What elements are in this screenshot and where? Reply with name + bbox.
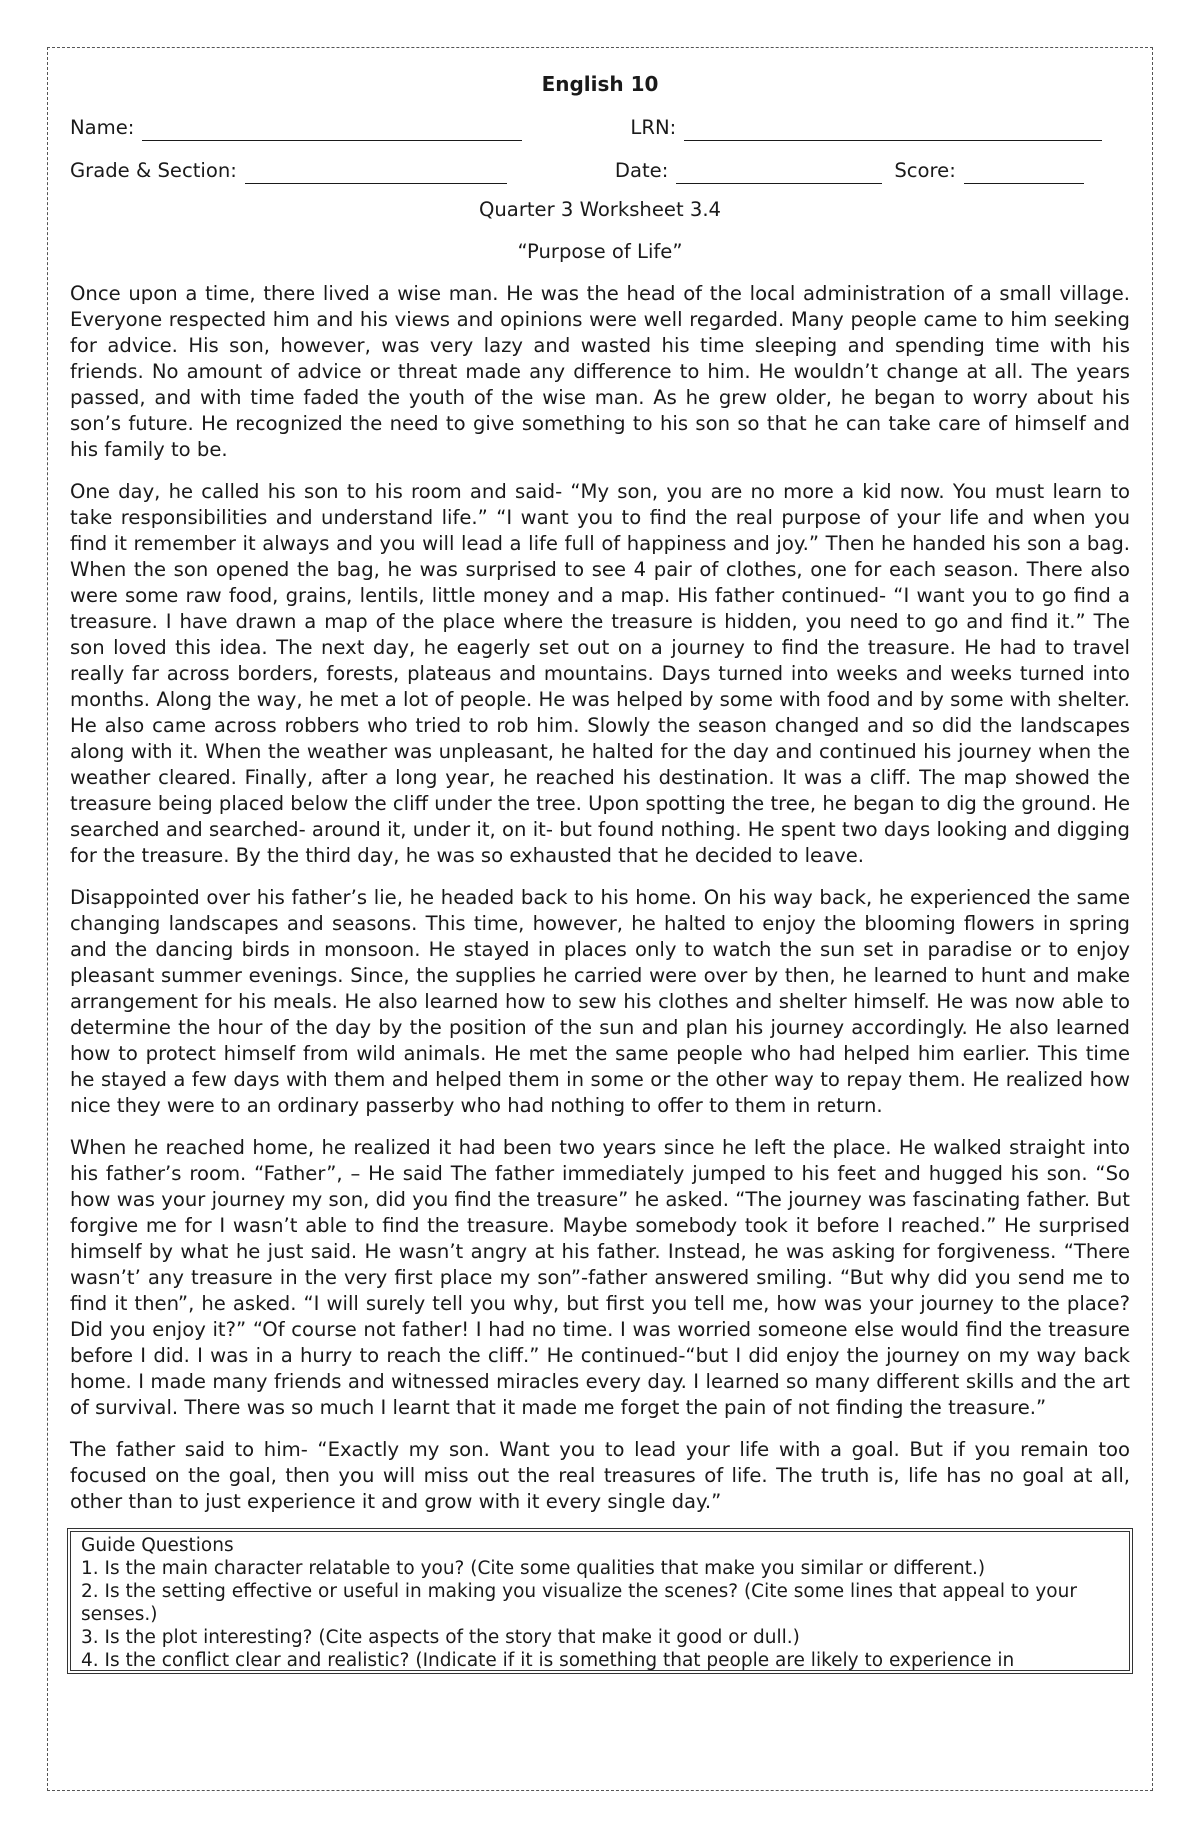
worksheet-number: Quarter 3 Worksheet 3.4 (478, 198, 722, 221)
page-title: English 10 (541, 72, 659, 96)
grade-section-label: Grade & Section: (70, 159, 237, 182)
worksheet (70, 65, 1130, 1671)
guide-question: 2. Is the setting effective or useful in making you visualize the scenes? (Cite some lines that appeal to your senses.) (81, 1581, 1077, 1625)
date-label: Date: (614, 159, 669, 182)
story-paragraph: The father said to him- “Exactly my son. Want you to lead your life with a goal. But if you remain too focused on the goal, then you will miss out the real treasures of life. The truth is, life has no goal at all, other than to just experience it and grow with it every single day.” (70, 1438, 1130, 1513)
score-label: Score: (894, 159, 956, 182)
story-paragraph: One day, he called his son to his room and said- “My son, you are no more a kid now. You must learn to take responsibilities and understand life.” “I want you to find the real purpose of your life and when you find it remember it always and you will lead a life full of happiness and joy.” Then he handed his son a bag. When the son opened the bag, he was surprised to see 4 pair of clothes, one for each season. There also were some raw food, grains, lentils, little money and a map. His father continued- “I want you to go find a treasure. I have drawn a map of the place where the treasure is hidden, you need to go and find it.” The son loved this idea. The next day, he eagerly set out on a journey to find the treasure. He had to travel really far across borders, forests, plateaus and mountains. Days turned into weeks and weeks turned into months. Along the way, he met a lot of people. He was helped by some with food and by some with shelter. He also came across robbers who tried to rob him. Slowly the season changed and so did the landscapes along with it. When the weather was unpleasant, he halted for the day and continued his journey when the weather cleared. Finally, after a long year, he reached his destination. It was a cliff. The map showed the treasure being placed below the cliff under the tree. Upon spotting the tree, he began to dig the ground. He searched and searched- around it, under it, on it- but found nothing. He spent two days looking and digging for the treasure. By the third day, he was so exhausted that he decided to leave. (70, 480, 1131, 867)
story-paragraph: When he reached home, he realized it had been two years since he left the place. He walked straight into his father’s room. “Father”, – He said The father immediately jumped to his feet and hugged his son. “So how was your journey my son, did you find the treasure” he asked. “The journey was fascinating father. But forgive me for I wasn’t able to find the treasure. Maybe somebody took it before I reached.” He surprised himself by what he just said. He wasn’t angry at his father. Instead, he was asking for forgiveness. “There wasn’t’ any treasure in the very first place my son”-father answered smiling. “But why did you send me to find it then”, he asked. “I will surely tell you why, but first you tell me, how was your journey to the place? Did you enjoy it?” “Of course not father! I had no time. I was worried someone else would find the treasure before I did. I was in a hurry to reach the cliff.” He continued-“but I did enjoy the journey on my way back home. I made many friends and witnessed miracles every day. I learned so many different skills and the art of survival. There was so much I learnt that it made me forget the pain of not finding the treasure.” (70, 1136, 1130, 1419)
grade-date-row (70, 154, 1130, 184)
date-field[interactable] (676, 165, 882, 184)
score-field[interactable] (964, 165, 1084, 184)
guide-question: 4. Is the conflict clear and realistic? (Indicate if it is something that people are likely to experience in (81, 1650, 1015, 1671)
lrn-label: LRN: (630, 116, 677, 139)
story-paragraph: Once upon a time, there lived a wise man. He was the head of the local administration of a small village. Everyone respected him and his views and opinions were well regarded. Many people came to him seeking for advice. His son, however, was very lazy and wasted his time sleeping and spending time with his friends. No amount of advice or threat made any difference to him. He wouldn’t change at all. The years passed, and with time faded the youth of the wise man. As he grew older, he began to worry about his son’s future. He recognized the need to give something to his son so that he can take care of himself and his family to be. (70, 282, 1130, 461)
story-title: “Purpose of Life” (517, 240, 683, 263)
guide-questions-heading: Guide Questions (81, 1535, 234, 1556)
lrn-field[interactable] (684, 122, 1102, 141)
guide-question: 1. Is the main character relatable to you? (Cite some qualities that make you similar or different.) (81, 1558, 986, 1579)
guide-questions-box (70, 1531, 1130, 1671)
grade-section-field[interactable] (245, 165, 507, 184)
name-field[interactable] (142, 122, 522, 141)
story-paragraph: Disappointed over his father’s lie, he headed back to his home. On his way back, he experienced the same changing landscapes and seasons. This time, however, he halted to enjoy the blooming flowers in spring and the dancing birds in monsoon. He stayed in places only to watch the sun set in paradise or to enjoy pleasant summer evenings. Since, the supplies he carried were over by then, he learned to hunt and make arrangement for his meals. He also learned how to sew his clothes and shelter himself. He was now able to determine the hour of the day by the position of the sun and plan his journey accordingly. He also learned how to protect himself from wild animals. He met the same people who had helped him earlier. This time he stayed a few days with them and helped them in some or the other way to repay them. He realized how nice they were to an ordinary passerby who had nothing to offer to them in return. (70, 886, 1130, 1117)
name-lrn-row (70, 111, 1130, 141)
guide-question: 3. Is the plot interesting? (Cite aspects of the story that make it good or dull.) (81, 1627, 800, 1648)
name-label: Name: (70, 116, 135, 139)
